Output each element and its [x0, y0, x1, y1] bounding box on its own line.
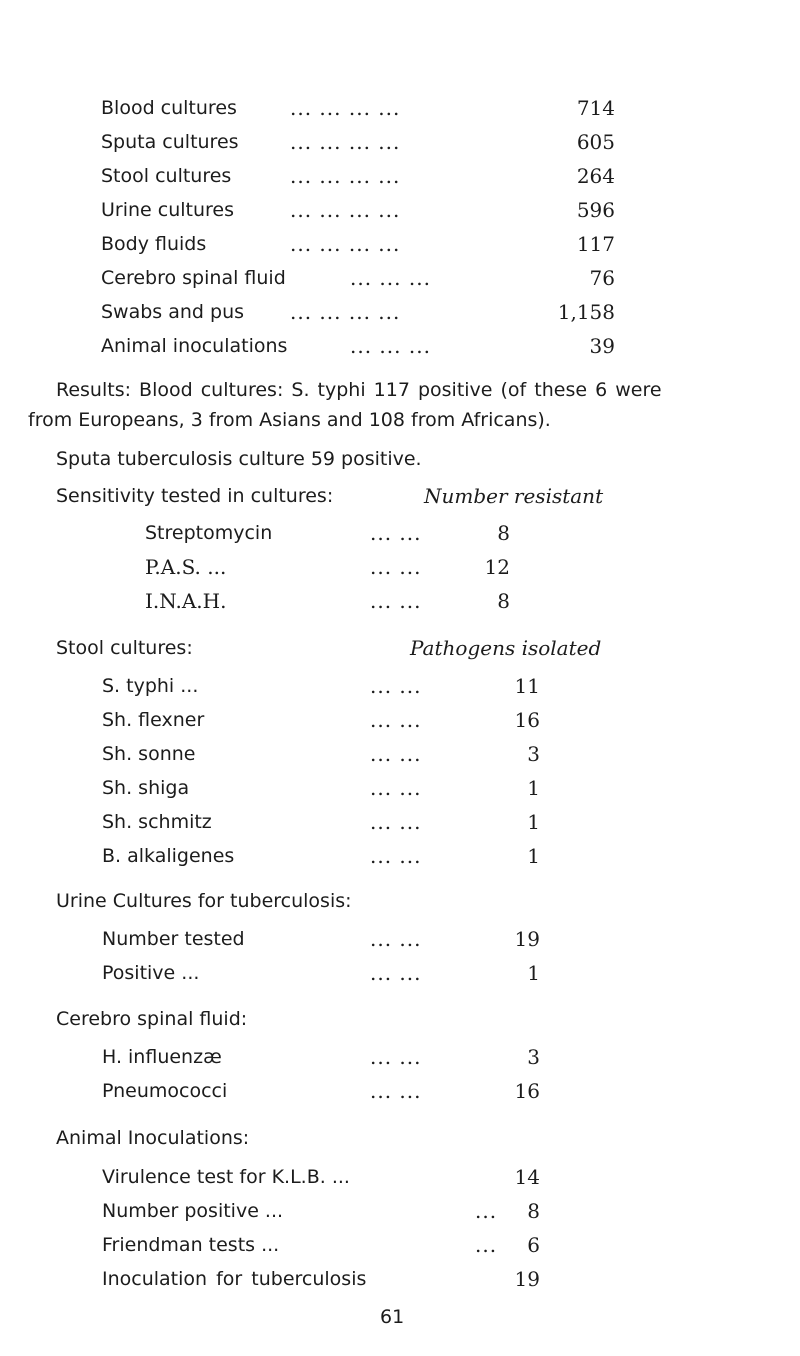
sensitivity-heading: Sensitivity tested in cultures:	[56, 485, 334, 507]
stool-value: 11	[514, 674, 540, 698]
overview-label: Sputa cultures	[101, 131, 239, 153]
leader-dots: ... ...	[370, 810, 422, 834]
animal-label: Virulence test for K.L.B. ...	[102, 1166, 350, 1188]
leader-dots: ... ...	[370, 555, 422, 579]
results-line-2: from Europeans, 3 from Asians and 108 from Africans).	[28, 409, 551, 431]
csf-label: Pneumococci	[102, 1080, 228, 1102]
sensitivity-label: Streptomycin	[145, 522, 273, 544]
overview-value: 117	[576, 232, 615, 256]
leader-dots: ... ...	[370, 1045, 422, 1069]
overview-label: Stool cultures	[101, 165, 232, 187]
animal-label: Number positive ...	[102, 1200, 284, 1222]
stool-value: 1	[527, 776, 540, 800]
stool-label: Sh. shiga	[102, 777, 190, 799]
leader-dots: ... ... ... ...	[290, 164, 401, 188]
overview-label: Body fluids	[101, 233, 207, 255]
overview-label: Animal inoculations	[101, 335, 288, 357]
stool-value: 1	[527, 810, 540, 834]
csf-value: 3	[527, 1045, 540, 1069]
leader-dots: ... ...	[370, 776, 422, 800]
stool-label: Sh. sonne	[102, 743, 196, 765]
sensitivity-column-header: Number resistant	[424, 484, 604, 508]
stool-value: 16	[514, 708, 540, 732]
csf-heading: Cerebro spinal fluid:	[56, 1008, 248, 1030]
stool-label: Sh. flexner	[102, 709, 205, 731]
overview-label: Swabs and pus	[101, 301, 245, 323]
urine-value: 1	[527, 961, 540, 985]
overview-value: 1,158	[557, 300, 615, 324]
animal-value: 8	[527, 1199, 540, 1223]
leader-dots: ... ...	[370, 927, 422, 951]
animal-value: 6	[527, 1233, 540, 1257]
urine-value: 19	[514, 927, 540, 951]
leader-dots: ... ...	[370, 674, 422, 698]
leader-dots: ... ... ... ...	[290, 300, 401, 324]
stool-label: B. alkaligenes	[102, 845, 235, 867]
overview-label: Urine cultures	[101, 199, 235, 221]
animal-label: Friendman tests ...	[102, 1234, 280, 1256]
animal-label: Inoculation for tuberculosis	[102, 1268, 367, 1290]
stool-column-header: Pathogens isolated	[410, 636, 602, 660]
overview-value: 714	[576, 96, 615, 120]
urine-label: Number tested	[102, 928, 245, 950]
animal-value: 19	[514, 1267, 540, 1291]
sensitivity-value: 8	[497, 521, 510, 545]
sputa-line: Sputa tuberculosis culture 59 positive.	[56, 448, 422, 470]
stool-heading: Stool cultures:	[56, 637, 193, 659]
csf-label: H. influenzæ	[102, 1046, 222, 1068]
animal-heading: Animal Inoculations:	[56, 1127, 250, 1149]
leader-dots: ... ... ... ...	[290, 232, 401, 256]
overview-label: Blood cultures	[101, 97, 237, 119]
leader-dots: ... ... ... ...	[290, 130, 401, 154]
sensitivity-label: P.A.S. ...	[145, 555, 227, 579]
stool-label: S. typhi ...	[102, 675, 199, 697]
results-line-1: Results: Blood cultures: S. typhi 117 positive (of these 6 were	[56, 379, 662, 401]
urine-heading: Urine Cultures for tuberculosis:	[56, 890, 352, 912]
leader-dots: ... ...	[370, 742, 422, 766]
csf-value: 16	[514, 1079, 540, 1103]
stool-label: Sh. schmitz	[102, 811, 212, 833]
overview-value: 605	[576, 130, 615, 154]
leader-dots: ... ...	[370, 961, 422, 985]
leader-dots: ...	[475, 1233, 498, 1257]
overview-value: 76	[589, 266, 615, 290]
overview-value: 39	[589, 334, 615, 358]
overview-label: Cerebro spinal fluid	[101, 267, 286, 289]
leader-dots: ... ...	[370, 844, 422, 868]
leader-dots: ... ...	[370, 589, 422, 613]
animal-value: 14	[514, 1165, 540, 1189]
sensitivity-value: 12	[484, 555, 510, 579]
sensitivity-label: I.N.A.H.	[145, 589, 227, 613]
sensitivity-value: 8	[497, 589, 510, 613]
leader-dots: ... ...	[370, 1079, 422, 1103]
overview-value: 264	[576, 164, 615, 188]
leader-dots: ... ... ...	[350, 266, 431, 290]
leader-dots: ... ...	[370, 708, 422, 732]
leader-dots: ... ... ... ...	[290, 96, 401, 120]
leader-dots: ... ... ... ...	[290, 198, 401, 222]
leader-dots: ...	[475, 1199, 498, 1223]
overview-value: 596	[576, 198, 615, 222]
stool-value: 3	[527, 742, 540, 766]
page-number: 61	[380, 1306, 405, 1328]
leader-dots: ... ...	[370, 521, 422, 545]
stool-value: 1	[527, 844, 540, 868]
leader-dots: ... ... ...	[350, 334, 431, 358]
urine-label: Positive ...	[102, 962, 200, 984]
